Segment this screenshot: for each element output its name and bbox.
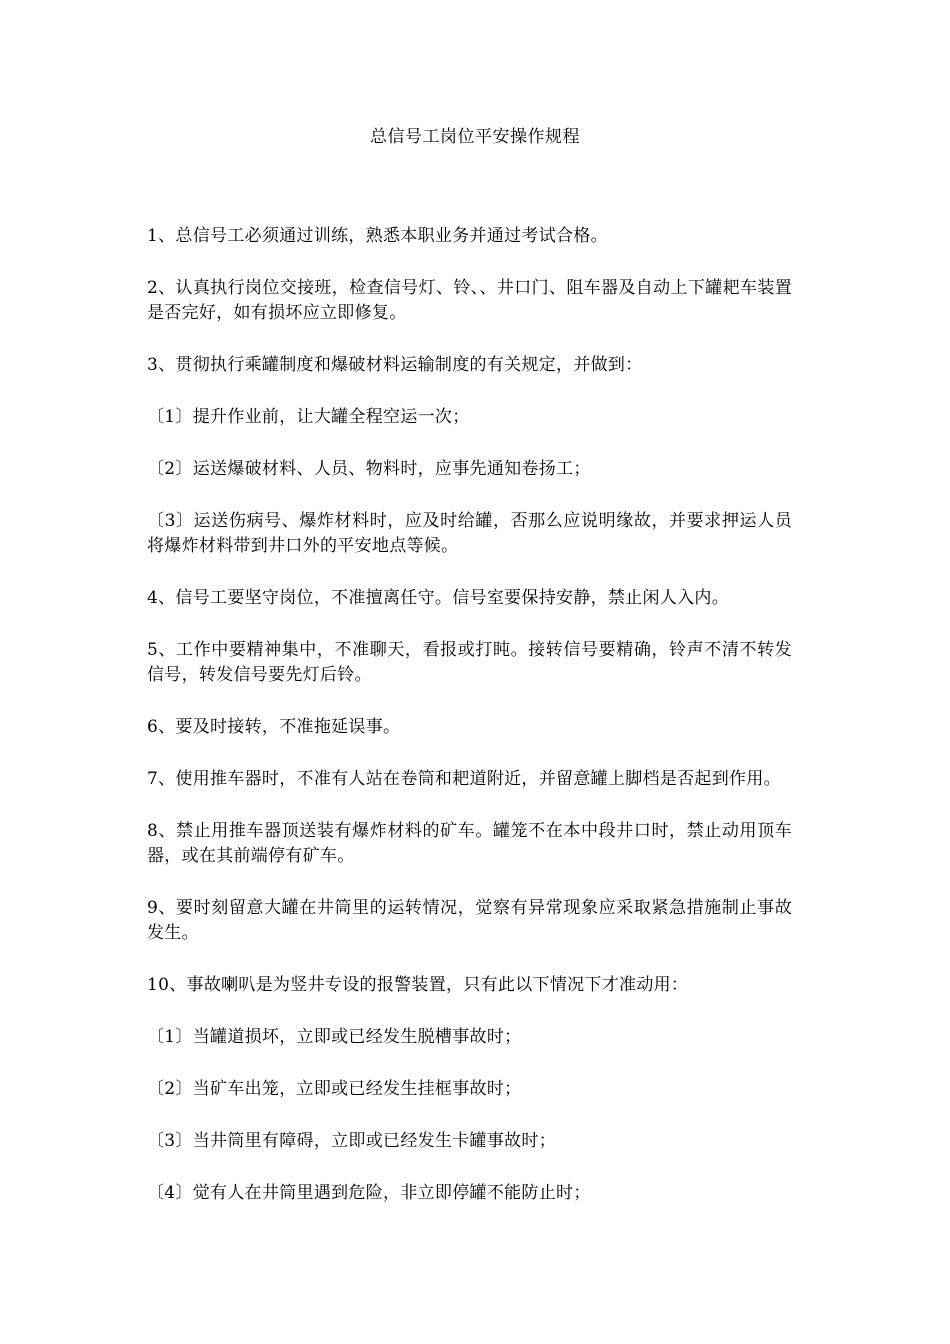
paragraph-6: 6、要及时接转，不准拖延误事。 — [147, 717, 401, 737]
paragraph-9: 9、要时刻留意大罐在井筒里的运转情况，觉察有异常现象应采取紧急措施制止事故发生。 — [147, 898, 792, 943]
paragraph-4: 4、信号工要坚守岗位，不准擅离任守。信号室要保持安静，禁止闲人入内。 — [147, 588, 730, 608]
paragraph-10: 10、事故喇叭是为竖井专设的报警装置，只有此以下情况下才准动用： — [147, 975, 689, 995]
paragraph-3-item-3: 〔3〕运送伤病号、爆炸材料时，应及时给罐，否那么应说明缘故，并要求押运人员将爆炸材料带到井口外的平安地点等候。 — [147, 511, 792, 556]
paragraph-10-item-1: 〔1〕当罐道损坏，立即或已经发生脱槽事故时； — [147, 1027, 522, 1047]
paragraph-8: 8、禁止用推车器顶送装有爆炸材料的矿车。罐笼不在本中段井口时，禁止动用顶车器，或在其前端停有矿车。 — [147, 821, 792, 866]
paragraph-5: 5、工作中要精神集中，不准聊天，看报或打盹。接转信号要精确，铃声不清不转发信号，转发信号要先灯后铃。 — [147, 640, 792, 685]
paragraph-7: 7、使用推车器时，不准有人站在卷筒和耙道附近，并留意罐上脚档是否起到作用。 — [147, 769, 781, 789]
paragraph-1: 1、总信号工必须通过训练，熟悉本职业务并通过考试合格。 — [147, 226, 608, 246]
paragraph-10-item-4: 〔4〕觉有人在井筒里遇到危险，非立即停罐不能防止时； — [147, 1183, 591, 1203]
document-title: 总信号工岗位平安操作规程 — [370, 127, 580, 147]
paragraph-10-item-3: 〔3〕当井筒里有障碍，立即或已经发生卡罐事故时； — [147, 1131, 557, 1151]
paragraph-3: 3、贯彻执行乘罐制度和爆破材料运输制度的有关规定，并做到： — [147, 355, 643, 375]
document-body — [147, 224, 792, 1233]
paragraph-3-item-1: 〔1〕提升作业前，让大罐全程空运一次； — [147, 407, 470, 427]
paragraph-2: 2、认真执行岗位交接班，检查信号灯、铃、、井口门、阻车器及自动上下罐耙车装置是否完好，如有损坏应立即修复。 — [147, 278, 792, 323]
paragraph-3-item-2: 〔2〕运送爆破材料、人员、物料时，应事先通知卷扬工； — [147, 459, 591, 479]
paragraph-10-item-2: 〔2〕当矿车出笼，立即或已经发生挂框事故时； — [147, 1079, 522, 1099]
